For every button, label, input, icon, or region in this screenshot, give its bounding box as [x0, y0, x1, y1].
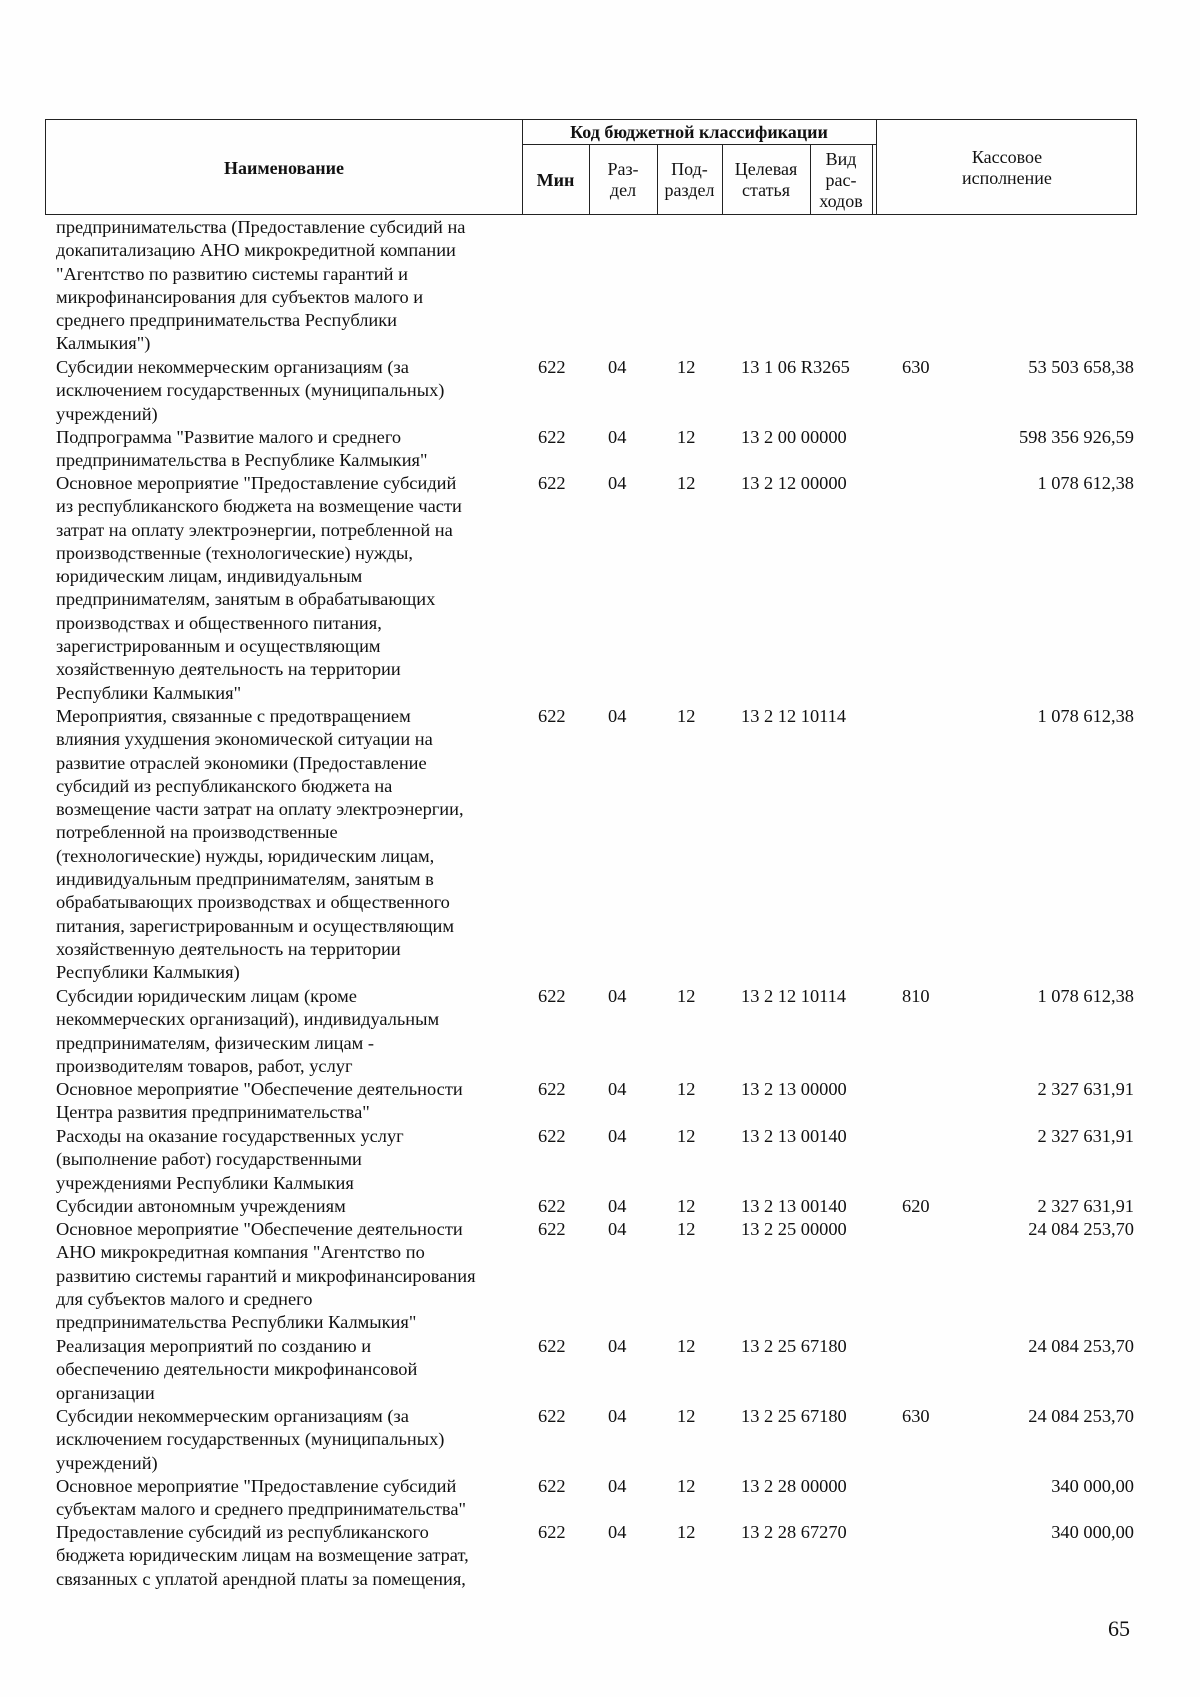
row-target: 13 2 12 00000 [741, 473, 847, 493]
row-min: 622 [538, 427, 566, 447]
row-name: Предоставление субсидий из республиканского бюджета юридическим лицам на возмещение затрат, связанных с уплатой арендной платы за помещения, [56, 1522, 469, 1589]
row-target: 13 2 12 10114 [741, 706, 847, 726]
row-amount: 1 078 612,38 [1037, 473, 1134, 493]
row-amount: 1 078 612,38 [1037, 986, 1134, 1006]
row-target: 13 2 25 00000 [741, 1219, 847, 1239]
row-podrazdel: 12 [677, 1476, 696, 1496]
row-vid: 630 [902, 357, 930, 377]
row-podrazdel: 12 [677, 1079, 696, 1099]
row-razdel: 04 [608, 1476, 627, 1496]
row-amount: 598 356 926,59 [1019, 427, 1134, 447]
row-vid: 630 [902, 1406, 930, 1426]
row-razdel: 04 [608, 427, 627, 447]
row-min: 622 [538, 1079, 566, 1099]
row-target: 13 2 00 00000 [741, 427, 847, 447]
row-name: Основное мероприятие "Предоставление субсидий из республиканского бюджета на возмещение части затрат на оплату электроэнергии, потребленной на производственные (технологические) нужды, юридическим лицам, индивидуальным предпринимателям, занятым в обрабатывающих производствах и общественного питания, зарегистрированным и осуществляющим хозяйственную деятельность на территории Республики Калмыкия" [56, 473, 462, 703]
row-podrazdel: 12 [677, 1406, 696, 1426]
row-min: 622 [538, 473, 566, 493]
row-name: Основное мероприятие "Обеспечение деятельности АНО микрокредитная компания "Агентство по развитию системы гарантий и микрофинансирования для субъектов малого и среднего предпринимательства Республики Калмыкия" [56, 1219, 476, 1333]
page-number: 65 [1108, 1616, 1130, 1641]
row-min: 622 [538, 986, 566, 1006]
row-razdel: 04 [608, 986, 627, 1006]
row-amount: 2 327 631,91 [1037, 1079, 1134, 1099]
row-vid: 810 [902, 986, 930, 1006]
header-name: Наименование [224, 157, 344, 178]
row-vid: 620 [902, 1196, 930, 1216]
row-min: 622 [538, 1406, 566, 1426]
row-podrazdel: 12 [677, 1126, 696, 1146]
header-vid: Вид рас- ходов [819, 148, 863, 211]
row-name: Субсидии некоммерческим организациям (за исключением государственных (муниципальных) учреждений) [56, 1406, 445, 1473]
row-amount: 2 327 631,91 [1037, 1126, 1134, 1146]
row-podrazdel: 12 [677, 706, 696, 726]
row-amount: 24 084 253,70 [1028, 1336, 1134, 1356]
row-name: Подпрограмма "Развитие малого и среднего предпринимательства в Республике Калмыкия" [56, 427, 428, 471]
header-podrazdel: Под- раздел [664, 159, 715, 200]
row-target: 13 2 28 67270 [741, 1522, 847, 1542]
row-min: 622 [538, 706, 566, 726]
row-podrazdel: 12 [677, 1336, 696, 1356]
row-min: 622 [538, 1219, 566, 1239]
row-name: предпринимательства (Предоставление субсидий на докапитализацию АНО микрокредитной компании "Агентство по развитию системы гарантий и микрофинансирования для субъектов малого и среднего предпринимательства Республики Калмыкия") [56, 217, 466, 354]
row-podrazdel: 12 [677, 1196, 696, 1216]
row-amount: 24 084 253,70 [1028, 1219, 1134, 1239]
header-amount: Кассовое исполнение [962, 147, 1052, 188]
row-min: 622 [538, 1522, 566, 1542]
row-razdel: 04 [608, 1336, 627, 1356]
header-target: Целевая статья [734, 159, 798, 200]
row-name: Основное мероприятие "Предоставление субсидий субъектам малого и среднего предпринимательства" [56, 1476, 466, 1520]
header-group: Код бюджетной классификации [570, 121, 828, 142]
header-razdel: Раз- дел [607, 159, 639, 200]
row-razdel: 04 [608, 1522, 627, 1542]
row-podrazdel: 12 [677, 1219, 696, 1239]
header-min: Мин [536, 169, 575, 190]
row-target: 13 2 28 00000 [741, 1476, 847, 1496]
row-razdel: 04 [608, 1126, 627, 1146]
row-target: 13 2 12 10114 [741, 986, 847, 1006]
row-min: 622 [538, 1476, 566, 1496]
header-divider [872, 144, 873, 214]
row-name: Субсидии юридическим лицам (кроме некоммерческих организаций), индивидуальным предпринимателям, физическим лицам - производителям товаров, работ, услуг [56, 986, 440, 1076]
row-name: Расходы на оказание государственных услуг (выполнение работ) государственными учреждениями Республики Калмыкия [56, 1126, 404, 1193]
row-amount: 340 000,00 [1051, 1522, 1134, 1542]
row-min: 622 [538, 1196, 566, 1216]
row-name: Реализация мероприятий по созданию и обеспечению деятельности микрофинансовой организации [56, 1336, 418, 1403]
row-name: Основное мероприятие "Обеспечение деятельности Центра развития предпринимательства" [56, 1079, 463, 1123]
row-target: 13 2 25 67180 [741, 1406, 847, 1426]
row-razdel: 04 [608, 1219, 627, 1239]
row-razdel: 04 [608, 473, 627, 493]
row-amount: 53 503 658,38 [1028, 357, 1134, 377]
row-target: 13 2 13 00140 [741, 1126, 847, 1146]
row-amount: 1 078 612,38 [1037, 706, 1134, 726]
row-min: 622 [538, 1336, 566, 1356]
row-target: 13 2 25 67180 [741, 1336, 847, 1356]
row-target: 13 2 13 00140 [741, 1196, 847, 1216]
row-amount: 24 084 253,70 [1028, 1406, 1134, 1426]
row-razdel: 04 [608, 357, 627, 377]
row-podrazdel: 12 [677, 427, 696, 447]
table-header [45, 119, 1137, 215]
row-min: 622 [538, 1126, 566, 1146]
row-target: 13 1 06 R3265 [741, 357, 850, 377]
row-razdel: 04 [608, 706, 627, 726]
row-name: Субсидии автономным учреждениям [56, 1196, 346, 1216]
row-podrazdel: 12 [677, 986, 696, 1006]
row-podrazdel: 12 [677, 1522, 696, 1542]
row-razdel: 04 [608, 1079, 627, 1099]
row-razdel: 04 [608, 1406, 627, 1426]
row-name: Мероприятия, связанные с предотвращением влияния ухудшения экономической ситуации на развитие отраслей экономики (Предоставление субсидий из республиканского бюджета на возмещение части затрат на оплату электроэнергии, потребленной на производственные (технологические) нужды, юридическим лицам, индивидуальным предпринимателям, занятым в обрабатывающих производствах и общественного питания, зарегистрированным и осуществляющим хозяйственную деятельность на территории Республики Калмыкия) [56, 706, 464, 983]
row-podrazdel: 12 [677, 473, 696, 493]
row-amount: 340 000,00 [1051, 1476, 1134, 1496]
row-podrazdel: 12 [677, 357, 696, 377]
row-target: 13 2 13 00000 [741, 1079, 847, 1099]
row-min: 622 [538, 357, 566, 377]
row-razdel: 04 [608, 1196, 627, 1216]
row-amount: 2 327 631,91 [1037, 1196, 1134, 1216]
row-name: Субсидии некоммерческим организациям (за исключением государственных (муниципальных) учреждений) [56, 357, 445, 424]
